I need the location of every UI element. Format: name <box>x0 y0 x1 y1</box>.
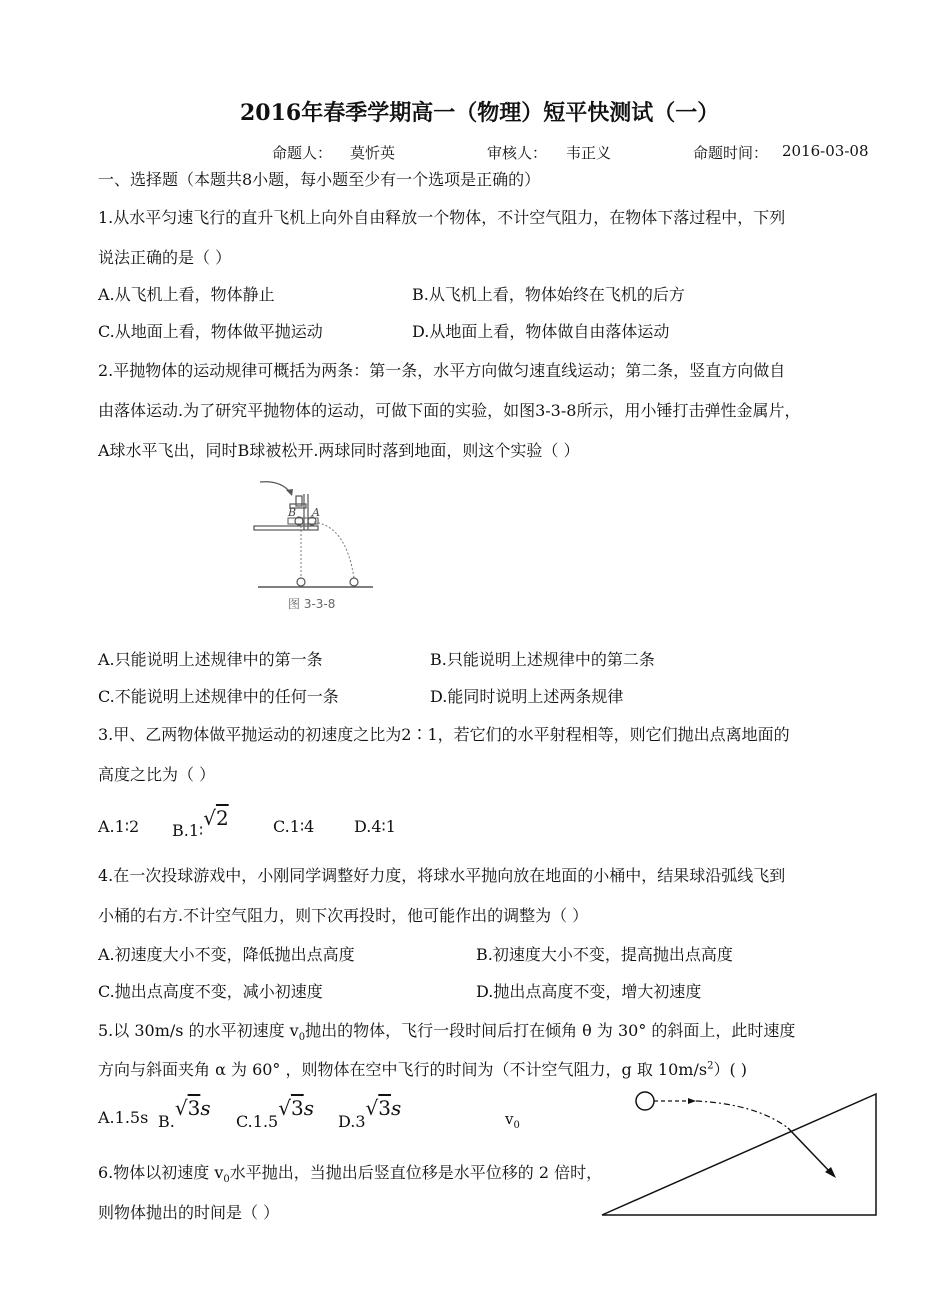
sqrt-symbol: √ <box>203 806 216 830</box>
date-value: 2016-03-08 <box>782 142 869 160</box>
q4-option-d: D.抛出点高度不变，增大初速度 <box>476 982 702 1001</box>
q5-option-c-prefix: C.1.5 <box>236 1112 279 1131</box>
q3-stem-line1: 3.甲、乙两物体做平抛运动的初速度之比为2∶1，若它们的水平射程相等，则它们抛出点离地面的 <box>98 725 790 744</box>
q5-stem-line2 <box>98 1057 747 1080</box>
reviewer-name: 韦正义 <box>566 144 612 162</box>
q5-line2-part-a: 方向与斜面夹角 α 为 60° ，则物体在空中飞行的时间为（不计空气阻力，g 取 10m/s <box>98 1060 708 1079</box>
q5-line1-part-b: 抛出的物体，飞行一段时间后打在倾角 θ 为 30° 的斜面上，此时速度 <box>305 1021 796 1040</box>
author-name: 莫忻英 <box>350 144 396 162</box>
q3-stem-line2: 高度之比为（ ） <box>98 765 216 784</box>
sqrt-symbol: √ <box>278 1096 291 1120</box>
q5-option-d-radicand: 3 <box>378 1096 392 1120</box>
q5-option-c-radicand: 3 <box>290 1096 304 1120</box>
date-label: 命题时间： <box>693 144 769 162</box>
q2-stem-line3: A球水平飞出，同时B球被松开.两球同时落到地面，则这个实验（ ） <box>98 441 580 460</box>
q5-line1-part-a: 5.以 30m/s 的水平初速度 v <box>98 1021 299 1040</box>
q6-line1-part-b: 水平抛出，当抛出后竖直位移是水平位移的 2 倍时， <box>229 1163 603 1182</box>
q2-option-c: C.不能说明上述规律中的任何一条 <box>98 687 339 706</box>
v0-label <box>505 1110 520 1131</box>
q1-option-c: C.从地面上看，物体做平抛运动 <box>98 322 323 341</box>
figure-label-b: B <box>288 506 297 519</box>
q6-stem-line1 <box>98 1160 602 1185</box>
q4-option-b: B.初速度大小不变，提高抛出点高度 <box>476 945 733 964</box>
q5-option-c <box>236 1096 314 1131</box>
v0-label-sub: 0 <box>513 1120 520 1131</box>
v0-label-v: v <box>505 1110 514 1128</box>
q5-option-a: A.1.5s <box>98 1108 149 1127</box>
q3-option-b-radicand: 2 <box>215 806 229 830</box>
q3-option-b-prefix: B.1∶ <box>172 821 204 840</box>
q2-stem-line2: 由落体运动.为了研究平抛物体的运动，可做下面的实验，如图3-3-8所示，用小锤打击弹性金属片， <box>98 401 801 420</box>
q5-option-d <box>338 1096 402 1131</box>
q2-option-a: A.只能说明上述规律中的第一条 <box>98 650 323 669</box>
q5-option-b-unit: s <box>200 1096 211 1120</box>
section-heading: 一、选择题（本题共8小题，每小题至少有一个选项是正确的） <box>98 170 541 189</box>
q1-stem-line2: 说法正确的是（ ） <box>98 248 232 267</box>
q4-stem-line1: 4.在一次投球游戏中，小刚同学调整好力度，将球水平抛向放在地面的小桶中，结果球沿弧线飞到 <box>98 866 786 885</box>
q1-option-a: A.从飞机上看，物体静止 <box>98 285 275 304</box>
incline-figure <box>596 1084 880 1220</box>
q3-option-c: C.1∶4 <box>273 817 315 836</box>
q5-option-b-radicand: 3 <box>187 1096 201 1120</box>
q1-stem-line1: 1.从水平匀速飞行的直升飞机上向外自由释放一个物体，不计空气阻力，在物体下落过程中，下列 <box>98 208 786 227</box>
figure-caption: 图 3-3-8 <box>288 597 336 611</box>
sqrt-symbol: √ <box>174 1096 188 1120</box>
q4-stem-line2: 小桶的右方.不计空气阻力，则下次再投时，他可能作出的调整为（ ） <box>98 906 589 925</box>
q5-line2-part-b: ）( ) <box>713 1060 748 1079</box>
q6-line1-part-a: 6.物体以初速度 v <box>98 1163 224 1182</box>
q1-option-d: D.从地面上看，物体做自由落体运动 <box>412 322 670 341</box>
q2-option-b: B.只能说明上述规律中的第二条 <box>430 650 655 669</box>
q5-option-d-unit: s <box>391 1096 402 1120</box>
q2-stem-line1: 2.平抛物体的运动规律可概括为两条：第一条，水平方向做匀速直线运动；第二条，竖直方向做自 <box>98 361 786 380</box>
q5-option-c-unit: s <box>303 1096 314 1120</box>
q5-option-b-prefix: B. <box>158 1112 175 1131</box>
page-title: 2016年春季学期高一（物理）短平快测试（一） <box>240 100 720 126</box>
q2-option-d: D.能同时说明上述两条规律 <box>430 687 624 706</box>
q4-option-a: A.初速度大小不变，降低抛出点高度 <box>98 945 355 964</box>
reviewer-label: 审核人： <box>487 144 548 162</box>
q3-option-d: D.4∶1 <box>354 817 396 836</box>
figure-3-3-8 <box>248 474 378 620</box>
author-label: 命题人： <box>272 144 333 162</box>
q5-option-b <box>158 1096 211 1131</box>
q3-option-b <box>172 806 229 840</box>
q5-line1-sub: 0 <box>298 1032 306 1044</box>
q1-option-b: B.从飞机上看，物体始终在飞机的后方 <box>412 285 685 304</box>
sqrt-symbol: √ <box>365 1096 379 1120</box>
q6-stem-line2: 则物体抛出的时间是（ ） <box>98 1203 280 1222</box>
figure-label-a: A <box>312 506 320 519</box>
q5-line2-sup: 2 <box>707 1060 714 1072</box>
q3-option-a: A.1∶2 <box>98 817 140 836</box>
q6-line1-sub: 0 <box>223 1174 230 1186</box>
q4-option-c: C.抛出点高度不变，减小初速度 <box>98 982 323 1001</box>
q5-stem-line1 <box>98 1018 795 1043</box>
q5-option-d-prefix: D.3 <box>338 1112 366 1131</box>
